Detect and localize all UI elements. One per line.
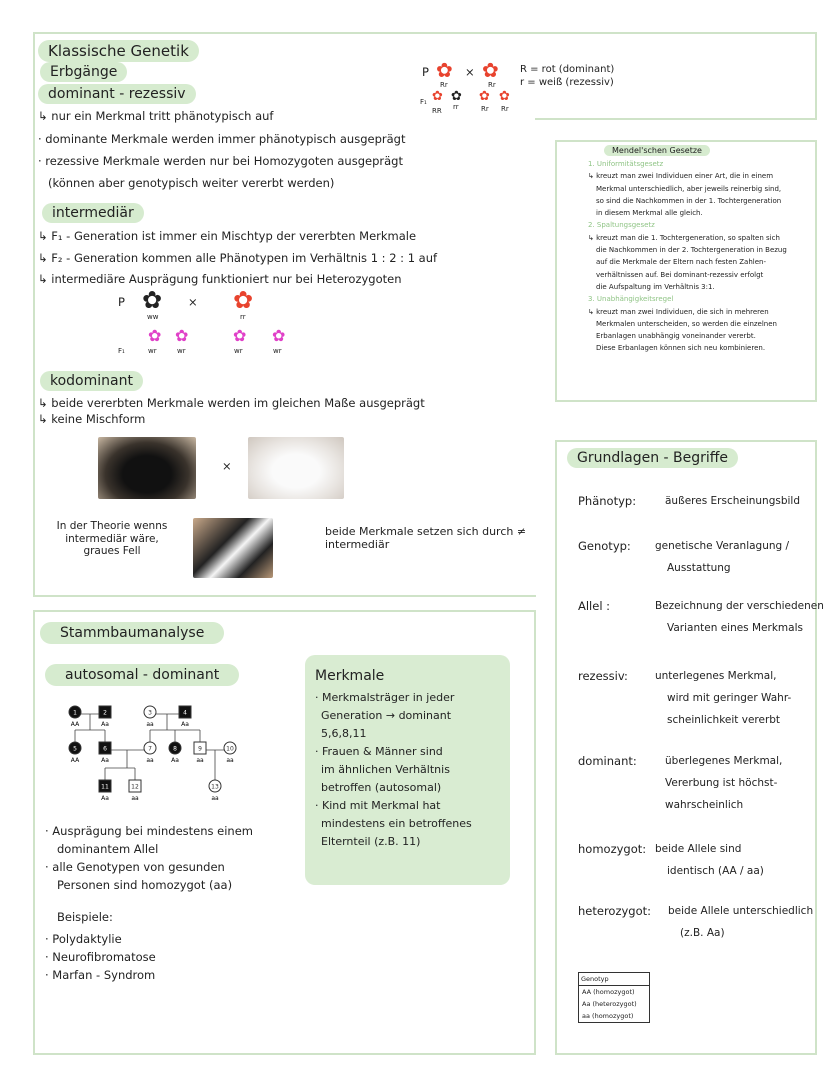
example-item: · Neurofibromatose	[45, 950, 156, 964]
person-number: 1	[73, 709, 77, 717]
genotype-label: wr	[273, 347, 282, 355]
affected-male	[99, 780, 111, 802]
merkmale-heading: Merkmale	[315, 668, 385, 684]
unaffected-male	[129, 780, 141, 802]
kodominant-line: ↳ beide vererbten Merkmale werden im gleichen Maße ausgeprägt	[38, 396, 425, 410]
term-definition: Bezeichnung der verschiedenen	[655, 600, 824, 612]
kodominant-heading: kodominant	[40, 371, 143, 391]
person-number: 6	[103, 745, 107, 753]
law-text: so sind die Nachkommen in der 1. Tochtergeneration	[596, 196, 782, 205]
merkmale-line: mindestens ein betroffenes	[321, 817, 472, 830]
flower-icon: ✿	[175, 326, 189, 345]
note-line: dominantem Allel	[57, 842, 159, 856]
domrez-line: ↳ nur ein Merkmal tritt phänotypisch auf	[38, 109, 274, 123]
term-label: heterozygot:	[578, 904, 652, 918]
note-line: Personen sind homozygot (aa)	[57, 878, 233, 892]
affected-female	[69, 742, 81, 764]
genotype-label: wr	[177, 347, 186, 355]
person-number: 13	[211, 783, 219, 791]
cross-symbol: ×	[465, 65, 475, 79]
person-genotype: aa	[226, 757, 234, 764]
term-label: dominant:	[578, 754, 637, 768]
term-definition: beide Allele unterschiedlich	[668, 905, 814, 917]
term-definition: Ausstattung	[667, 562, 731, 574]
domrez-line: (können aber genotypisch weiter vererbt werden)	[48, 176, 335, 190]
mendel-heading: Mendel'schen Gesetze	[604, 145, 710, 156]
person-genotype: AA	[70, 757, 80, 764]
examples-heading: Beispiele:	[57, 910, 113, 924]
example-item: · Polydaktylie	[45, 932, 122, 946]
table-row: aa (homozygot)	[582, 1012, 634, 1020]
affected-female	[169, 742, 181, 764]
flower-icon: ✿	[233, 286, 254, 314]
person-number: 7	[148, 745, 152, 753]
flower-icon: ✿	[499, 89, 510, 104]
example-item: · Marfan - Syndrom	[45, 968, 156, 982]
domrez-heading: dominant - rezessiv	[38, 84, 196, 104]
affected-male	[99, 742, 111, 764]
law-text: ↳ kreuzt man zwei Individuen einer Art, die in einem	[588, 172, 774, 181]
note-line: · Ausprägung bei mindestens einem	[45, 824, 253, 838]
table-row: AA (homozygot)	[582, 988, 635, 996]
person-genotype: Aa	[101, 795, 109, 802]
term-label: Allel :	[578, 599, 611, 613]
unaffected-female	[224, 742, 236, 764]
merkmale-line: · Kind mit Merkmal hat	[315, 799, 441, 812]
law-text: Diese Erbanlagen können sich neu kombinieren.	[596, 344, 766, 353]
person-genotype: aa	[146, 721, 154, 728]
theory-note: In der Theorie wenns intermediär wäre, graues Fell	[56, 520, 168, 558]
kodominant-result: beide Merkmale setzen sich durch ≠ intermediär	[325, 525, 527, 552]
flower-icon: ✿	[148, 326, 162, 345]
term-definition: unterlegenes Merkmal,	[655, 670, 777, 682]
term-label: Phänotyp:	[578, 494, 637, 508]
merkmale-line: · Frauen & Männer sind	[315, 745, 443, 758]
f1-label: F₁	[420, 98, 427, 106]
genotype-label: RR	[432, 107, 442, 115]
genotype-label: rr	[453, 103, 459, 111]
genotype-table	[578, 972, 650, 1023]
term-definition: wahrscheinlich	[665, 799, 744, 811]
note-line: · alle Genotypen von gesunden	[45, 860, 225, 874]
person-number: 5	[73, 745, 77, 753]
person-genotype: aa	[146, 757, 154, 764]
genotype-label: Rr	[481, 105, 489, 113]
person-number: 3	[148, 709, 152, 717]
person-genotype: aa	[131, 795, 139, 802]
person-number: 9	[198, 745, 202, 753]
legend-label: R = rot (dominant)	[520, 64, 615, 75]
genotype-label: wr	[234, 347, 243, 355]
term-definition: überlegenes Merkmal,	[665, 755, 783, 767]
flower-icon: ✿	[142, 286, 163, 314]
law-text: ↳ kreuzt man zwei Individuen, die sich in mehreren	[588, 307, 769, 316]
person-genotype: AA	[70, 721, 80, 728]
law-title: 2. Spaltungsgesetz	[588, 221, 655, 230]
genotype-label: Rr	[440, 81, 448, 89]
intermediaer-line: ↳ F₁ - Generation ist immer ein Mischtyp der vererbten Merkmale	[38, 229, 417, 243]
genotype-label: ww	[147, 313, 159, 321]
page-title: Klassische Genetik	[38, 40, 199, 62]
kodominant-line: ↳ keine Mischform	[38, 412, 146, 426]
term-definition: Vererbung ist höchst-	[665, 777, 778, 789]
merkmale-line: betroffen (autosomal)	[321, 781, 442, 794]
erbgaenge-heading: Erbgänge	[40, 62, 127, 82]
black-cat-photo	[98, 437, 196, 499]
genotype-label: wr	[148, 347, 157, 355]
term-definition: äußeres Erscheinungsbild	[665, 495, 801, 507]
unaffected-female	[209, 780, 221, 802]
term-definition: scheinlichkeit vererbt	[667, 714, 781, 726]
intermediaer-line: ↳ F₂ - Generation kommen alle Phänotypen im Verhältnis 1 : 2 : 1 auf	[38, 251, 438, 265]
flower-icon: ✿	[451, 89, 462, 104]
table-header: Genotyp	[579, 973, 649, 986]
person-genotype: aa	[196, 757, 204, 764]
unaffected-female	[144, 706, 156, 728]
person-number: 10	[226, 745, 234, 753]
p-label: P	[422, 65, 429, 79]
domrez-line: · dominante Merkmale werden immer phänotypisch ausgeprägt	[38, 132, 406, 146]
intermediaer-heading: intermediär	[42, 203, 144, 223]
term-definition: identisch (AA / aa)	[667, 865, 764, 877]
flower-icon: ✿	[432, 89, 443, 104]
unaffected-female	[144, 742, 156, 764]
affected-male	[179, 706, 191, 728]
flower-icon: ✿	[479, 89, 490, 104]
law-text: in diesem Merkmal alle gleich.	[596, 209, 703, 218]
person-number: 12	[131, 783, 139, 791]
genotype-label: Rr	[488, 81, 496, 89]
merkmale-line: Elternteil (z.B. 11)	[321, 835, 421, 848]
f1-label: F₁	[118, 347, 125, 355]
top-frame-right	[535, 32, 817, 120]
person-number: 4	[183, 709, 187, 717]
genotype-label: rr	[240, 313, 246, 321]
bicolor-cat-photo	[193, 518, 273, 578]
term-definition: wird mit geringer Wahr-	[667, 692, 792, 704]
grundlagen-box	[555, 440, 817, 1055]
merkmale-line: Generation → dominant 5,6,8,11	[321, 709, 452, 740]
cross-symbol: ×	[188, 295, 198, 309]
flower-icon: ✿	[233, 326, 247, 345]
law-text: Merkmal unterschiedlich, aber jeweils reinerbig sind,	[596, 184, 782, 193]
merkmale-box	[305, 655, 510, 885]
term-definition: beide Allele sind	[655, 843, 742, 855]
law-title: 3. Unabhängigkeitsregel	[588, 295, 674, 304]
flower-icon: ✿	[436, 58, 453, 82]
term-definition: genetische Veranlagung /	[655, 540, 790, 552]
pedigree-chart	[55, 700, 315, 810]
law-text: Erbanlagen unabhängig voneinander vererbt.	[596, 332, 756, 341]
cross-symbol: ×	[222, 459, 232, 473]
flower-icon: ✿	[272, 326, 286, 345]
affected-male	[99, 706, 111, 728]
flower-icon: ✿	[482, 58, 499, 82]
mendel-laws	[588, 158, 813, 355]
term-label: Genotyp:	[578, 539, 631, 553]
table-row: Aa (heterozygot)	[582, 1000, 637, 1008]
law-text: Merkmalen unterscheiden, so werden die einzelnen	[596, 319, 777, 328]
white-cat-photo	[248, 437, 344, 499]
law-title: 1. Uniformitätsgesetz	[588, 160, 664, 168]
legend-label: r = weiß (rezessiv)	[520, 77, 614, 88]
grundlagen-heading: Grundlagen - Begriffe	[567, 448, 738, 468]
stammbaum-notes	[45, 822, 253, 984]
unaffected-male	[194, 742, 206, 764]
merkmale-line: · Merkmalsträger in jeder	[315, 691, 455, 704]
affected-female	[69, 706, 81, 728]
term-definition: Varianten eines Merkmals	[667, 622, 803, 634]
person-number: 8	[173, 745, 177, 753]
person-number: 2	[103, 709, 107, 717]
person-genotype: Aa	[181, 721, 189, 728]
law-text: auf die Merkmale der Eltern nach festen Zahlen-	[596, 258, 766, 267]
term-label: homozygot:	[578, 842, 647, 856]
law-text: die Nachkommen in der 2. Tochtergeneration in Bezug	[596, 246, 787, 255]
person-number: 11	[101, 783, 109, 791]
person-genotype: Aa	[101, 721, 109, 728]
stammbaum-heading: Stammbaumanalyse	[40, 622, 224, 644]
autosomal-heading: autosomal - dominant	[45, 664, 239, 686]
domrez-line: · rezessive Merkmale werden nur bei Homozygoten ausgeprägt	[38, 154, 403, 168]
p-label: P	[118, 295, 125, 309]
law-text: die Aufspaltung im Verhältnis 3:1.	[596, 282, 715, 291]
genotype-label: Rr	[501, 105, 509, 113]
law-text: ↳ kreuzt man die 1. Tochtergeneration, so spalten sich	[588, 233, 780, 242]
person-genotype: Aa	[101, 757, 109, 764]
intermediaer-line: ↳ intermediäre Ausprägung funktioniert nur bei Heterozygoten	[38, 272, 402, 286]
term-label: rezessiv:	[578, 669, 628, 683]
person-genotype: Aa	[171, 757, 179, 764]
person-genotype: aa	[211, 795, 219, 802]
merkmale-line: im ähnlichen Verhältnis	[321, 763, 450, 776]
term-definition: (z.B. Aa)	[680, 927, 725, 939]
law-text: verhältnissen auf. Bei dominant-rezessiv erfolgt	[596, 270, 764, 279]
